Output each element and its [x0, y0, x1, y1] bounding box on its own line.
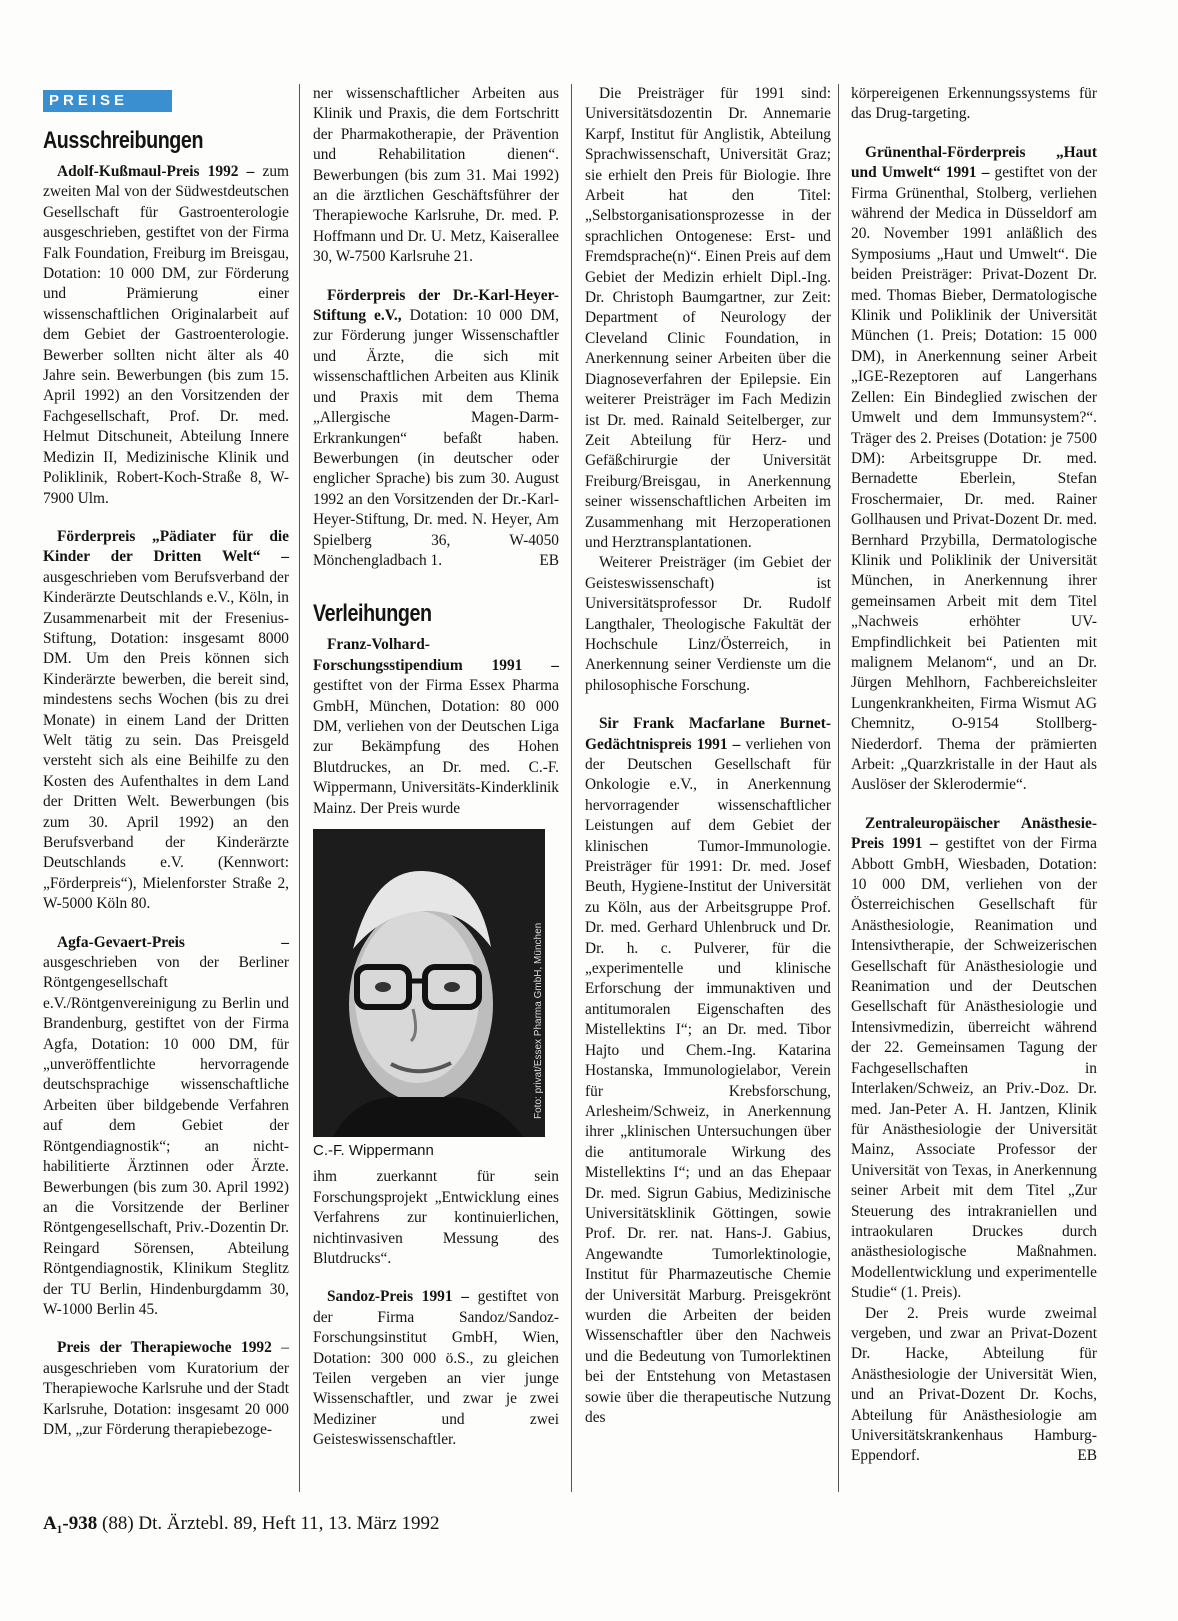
column-4	[851, 84, 1097, 1467]
article-title: Sir Frank Macfarlane Burnet-Gedächtnispreis 1991 –	[585, 715, 831, 753]
photo-caption: C.-F. Wippermann	[313, 1142, 434, 1159]
article-paediater	[43, 527, 289, 915]
article-kussmaul	[43, 162, 289, 509]
page-footer	[43, 1512, 440, 1536]
article-gruenenthal	[851, 143, 1097, 796]
article-agfa	[43, 933, 289, 1321]
article-body: zum zweiten Mal von der Südwestdeutschen Gesellschaft für Gastroenterologie ausgeschrieben, gestiftet von der Firma Falk Foundation, Freiburg im Breisgau, Dotation: 10 000 DM, zur Förderung und Prämierung einer wissenschaftlichen Originalarbeit auf dem Gebiet der Gastroenterologie. Bewerber sollten nicht älter als 40 Jahre sein. Bewerbungen (bis zum 15. April 1992) an den Vorsitzenden der Fachgesellschaft, Prof. Dr. med. Helmut Ditschuneit, Abteilung Innere Medizin II, Medizinische Klinik und Poliklinik, Robert-Koch-Straße 8, W-7900 Ulm.	[43, 163, 289, 507]
article-title: Adolf-Kußmaul-Preis 1992 –	[57, 163, 255, 180]
column-divider	[571, 84, 572, 1492]
article-body: Dotation: 10 000 DM, zur Förderung junger Wissenschaftler und Ärzte, die sich mit wissenschaftlichen Arbeiten aus Klinik und Praxis mit dem Thema „Allergische Magen-Darm-Erkrankungen“ befaßt haben. Bewerbungen (in deutscher oder englicher Sprache) bis zum 30. August 1992 an den Vorsitzenden der Dr.-Karl-Heyer-Stiftung, Dr. med. N. Heyer, Am Spielberg 36, W-4050 Mönchengladbach 1.	[313, 307, 559, 569]
article-volhard	[313, 635, 559, 819]
article-body: ausgeschrieben vom Berufsverband der Kinderärzte Deutschlands e.V., Köln, in Zusammenarbeit mit der Fresenius-Stiftung, Dotation: insgesamt 8000 DM. Um den Preis können sich Kinderärzte bewerben, die bereit sind, mindestens sechs Wochen (bis zu drei Monate) in einem Land der Dritten Welt tätig zu sein. Das Preisgeld versteht sich als eine Beihilfe zu den Kosten des Aufenthaltes in dem Land der Dritten Welt. Bewerbungen (bis zum 30. April 1992) an den Berufsverband der Kinderärzte Deutschlands e.V. (Kennwort: „Förderpreis“), Mielenforster Straße 2, W-5000 Köln 80.	[43, 568, 289, 913]
article-burnet-cont: körpereigenen Erkennungssystems für das Drug-targeting.	[851, 85, 1097, 123]
page-number: A₁-938	[43, 1513, 98, 1534]
article-title: Sandoz-Preis 1991 –	[327, 1288, 469, 1306]
article-therapiewoche	[43, 1338, 289, 1440]
article-body: – ausgeschrieben vom Kuratorium der Therapiewoche Karlsruhe und der Stadt Karlsruhe, Dotation: insgesamt 20 000 DM, „zur Förderung therapiebezoge-	[43, 1339, 289, 1438]
article-body: gestiftet von der Firma Grünenthal, Stolberg, verliehen während der Medica in Düsseldorf am 20. November 1991 anläßlich des Symposiums „Haut und Umwelt“. Die beiden Preisträger: Privat-Dozent Dr. med. Thomas Bieber, Dermatologische Klinik und Poliklinik der Universität München (1. Preis; Dotation: 15 000 DM), in Anerkennung seiner Arbeit „IGE-Rezeptoren auf Langerhans Zellen: Ein Bindeglied zwischen der Umwelt und dem Immunsystem?“. Träger des 2. Preises (Dotation: je 7500 DM): Arbeitsgruppe Dr. med. Bernadette Eberlein, Stefan Froschermaier, Dr. med. Rainer Gollhausen und Privat-Dozent Dr. med. Bernhard Przybilla, Dermatologische Klinik und Poliklinik der Universität München, in Anerkennung ihrer gemeinsamen Arbeit mit dem Titel „Nachweis erhöhter UV-Empfindlichkeit bei Patienten mit malignem Melanom“, und an Dr. Jürgen Mehlhorn, Fachbereichsleiter Lungenkrankheiten, Firma Wismut AG Chemnitz, O-9154 Stollberg-Niederdorf. Thema der prämierten Arbeit: „Quarzkristalle in der Haut als Auslöser der Sklerodermie“.	[851, 164, 1097, 794]
article-burnet	[585, 714, 831, 1428]
portrait-illustration	[313, 829, 545, 1137]
photo-credit: Foto: privat/Essex Pharma GmbH, München	[533, 922, 544, 1119]
column-divider	[299, 84, 300, 1492]
article-body: verliehen von der Deutschen Gesellschaft für Onkologie e.V., in Anerkennung hervorragender wissenschaftlicher Leistungen auf dem Gebiet der klinischen Tumor-Immunologie. Preisträger für 1991: Dr. med. Josef Beuth, Hygiene-Institut der Universität zu Köln, aus der Arbeitsgruppe Prof. Dr. med. Gerhard Uhlenbruck und Dr. Dr. h. c. Pulverer, für die „experimentelle und klinische Erforschung der immunaktiven und antitumoralen Eigenschaften des Mistellektins I“; an Dr. med. Tibor Hajto und Chem.-Ing. Katarina Hostanska, Immunologielabor, Verein für Krebsforschung, Arlesheim/Schweiz, in Anerkennung ihrer „klinischen Untersuchungen über die antitumorale Wirkung des Mistellektins I“; und an das Ehepaar Dr. med. Sigrun Gabius, Medizinische Universitätsklinik Göttingen, sowie Prof. Dr. rer. nat. Hans-J. Gabius, Angewandte Tumorlektinologie, Institut für Pharmazeutische Chemie der Universität Marburg. Preisgekrönt wurden die Arbeiten der beiden Wissenschaftler über den Nachweis und die Bedeutung von Tumorlektinen bei der Entstehung von Metastasen sowie über die therapeutische Nutzung des	[585, 735, 831, 1426]
column-1	[43, 84, 289, 1440]
portrait-photo	[313, 829, 545, 1137]
article-body: ausgeschrieben von der Berliner Röntgengesellschaft e.V./Röntgenvereinigung zu Berlin und Brandenburg, gestiftet von der Firma Agfa, Dotation: 10 000 DM, für „unveröffentlichte hervorragende deutschsprachige wissenschaftliche Arbeiten über bildgebende Verfahren auf dem Gebiet der Röntgendiagnostik“; an nicht-habilitierte Ärztinnen oder Ärzte. Bewerbungen (bis zum 30. April 1992) an die Vorsitzende der Berliner Röntgengesellschaft, Priv.-Dozentin Dr. Reingard Sörensen, Abteilung Röntgendiagnostik, Klinikum Steglitz der TU Berlin, Hindenburgdamm 30, W-1000 Berlin 45.	[43, 954, 289, 1318]
article-anaesthesie	[851, 814, 1097, 1304]
article-volhard-cont: ihm zuerkannt für sein Forschungsprojekt „Entwicklung eines Verfahrens zur kontinuierlichen, nichtinvasiven Messung des Blutdrucks“.	[313, 1168, 559, 1268]
column-divider	[838, 84, 839, 1492]
article-title: Agfa-Gevaert-Preis –	[57, 933, 289, 951]
article-body: gestiftet von der Firma Essex Pharma GmbH, München, Dotation: 80 000 DM, verliehen von der Deutschen Liga zur Bekämpfung des Hohen Blutdruckes, an Dr. med. C.-F. Wippermann, Universitäts-Kinderklinik Mainz. Der Preis wurde	[313, 677, 559, 817]
author-signature: EB	[1077, 1447, 1097, 1465]
article-title: Zentraleuropäischer Anästhesie-Preis 1991 –	[851, 814, 1097, 853]
article-therapiewoche-cont: ner wissenschaftlicher Arbeiten aus Klinik und Praxis, die dem Fortschritt der Pharmakotherapie, der Prävention und Rehabilitation dienen“. Bewerbungen (bis zum 31. Mai 1992) an die ärztlichen Geschäftsführer der Therapiewoche Karlsruhe, Dr. med. P. Hoffmann und Dr. U. Metz, Kaiserallee 30, W-7500 Karlsruhe 21.	[313, 85, 559, 266]
issue-citation: (88) Dt. Ärztebl. 89, Heft 11, 13. März 1992	[102, 1513, 440, 1534]
column-2	[313, 84, 559, 1451]
article-title: Förderpreis „Pädiater für die Kinder der Dritten Welt“ –	[43, 527, 289, 566]
article-body: gestiftet von der Firma Abbott GmbH, Wiesbaden, Dotation: 10 000 DM, verliehen von der Österreichischen Gesellschaft für Anästhesiologie, Reanimation und Intensivtherapie, der Schweizerischen Gesellschaft für Anästhesiologie und Reanimation und der Deutschen Gesellschaft für Anästhesiologie und Intensivmedizin, überreicht während der 22. Gemeinsamen Tagung der Fachgesellschaften in Interlaken/Schweiz, an Priv.-Doz. Dr. med. Jan-Peter A. H. Jantzen, Klinik für Anästhesiologie der Universität Mainz, Associate Professor der Universität von Texas, in Anerkennung seiner Arbeit mit dem Titel „Zur Steuerung des intrakraniellen und intraokularen Druckes durch anästhesiologische Maßnahmen. Modellentwicklung und experimentelle Studie“ (1. Preis).	[851, 835, 1097, 1302]
article-sandoz-cont: Die Preisträger für 1991 sind: Universitätsdozentin Dr. Annemarie Karpf, Institut für Anglistik, Abteilung Sprachwissenschaft, Universität Graz; sie erhielt den Preis für Biologie. Ihre Arbeit hat den Titel: „Selbstorganisationsprozesse in der sprachlichen Ontogenese: Erst- und Fremdsprache(n)“. Einen Preis auf dem Gebiet der Medizin erhielt Dipl.-Ing. Dr. Christoph Baumgartner, zur Zeit: Department of Neurology der Cleveland Clinic Foundation, in Anerkennung seiner Arbeiten über die Diagnoseverfahren der Epilepsie. Ein weiterer Preisträger im Fach Medizin ist Dr. med. Rainald Seitelberger, zur Zeit Abteilung für Herz- und Gefäßchirurgie der Universität Freiburg/Breisgau, in Anerkennung seiner wissenschaftlichen Arbeiten im Zusammenhang mit Herzoperationen und Herztransplantationen.	[585, 85, 831, 551]
column-3	[585, 84, 831, 1428]
article-title: Franz-Volhard-Forschungsstipendium 1991 –	[313, 636, 559, 674]
article-body: gestiftet von der Firma Sandoz/Sandoz-Forschungsinstitut GmbH, Wien, Dotation: 300 000 ö.S., zu gleichen Teilen vergeben an vier junge Wissenschaftler, und zwar je zwei Mediziner und zwei Geisteswissenschaftler.	[313, 1288, 559, 1449]
section-badge: PREISE	[43, 90, 172, 112]
article-title: Förderpreis der Dr.-Karl-Heyer-Stiftung e.V.,	[313, 286, 559, 325]
article-heyer	[313, 286, 559, 572]
article-anaesthesie-cont	[851, 1304, 1097, 1467]
article-body: Der 2. Preis wurde zweimal vergeben, und zwar an Privat-Dozent Dr. Hacke, Abteilung für Anästhesiologie der Universität Wien, und an Privat-Dozent Dr. Kochs, Abteilung für Anästhesiologie am Universitätskrankenhaus Hamburg-Eppendorf.	[851, 1304, 1097, 1465]
author-signature: EB	[539, 551, 559, 569]
article-sandoz	[313, 1287, 559, 1450]
article-title: Grünenthal-Förderpreis „Haut und Umwelt“ 1991 –	[851, 143, 1097, 182]
article-sandoz-cont-2: Weiterer Preisträger (im Gebiet der Geisteswissenschaft) ist Universitätsprofessor Dr. Rudolf Langthaler, Theologische Fakultät der Hochschule Linz/Österreich, in Anerkennung seiner Verdienste um die philosophische Forschung.	[585, 554, 831, 694]
article-title: Preis der Therapiewoche 1992	[57, 1339, 272, 1357]
section-heading-awards: Verleihungen	[313, 600, 432, 628]
section-heading-calls: Ausschreibungen	[43, 127, 204, 154]
